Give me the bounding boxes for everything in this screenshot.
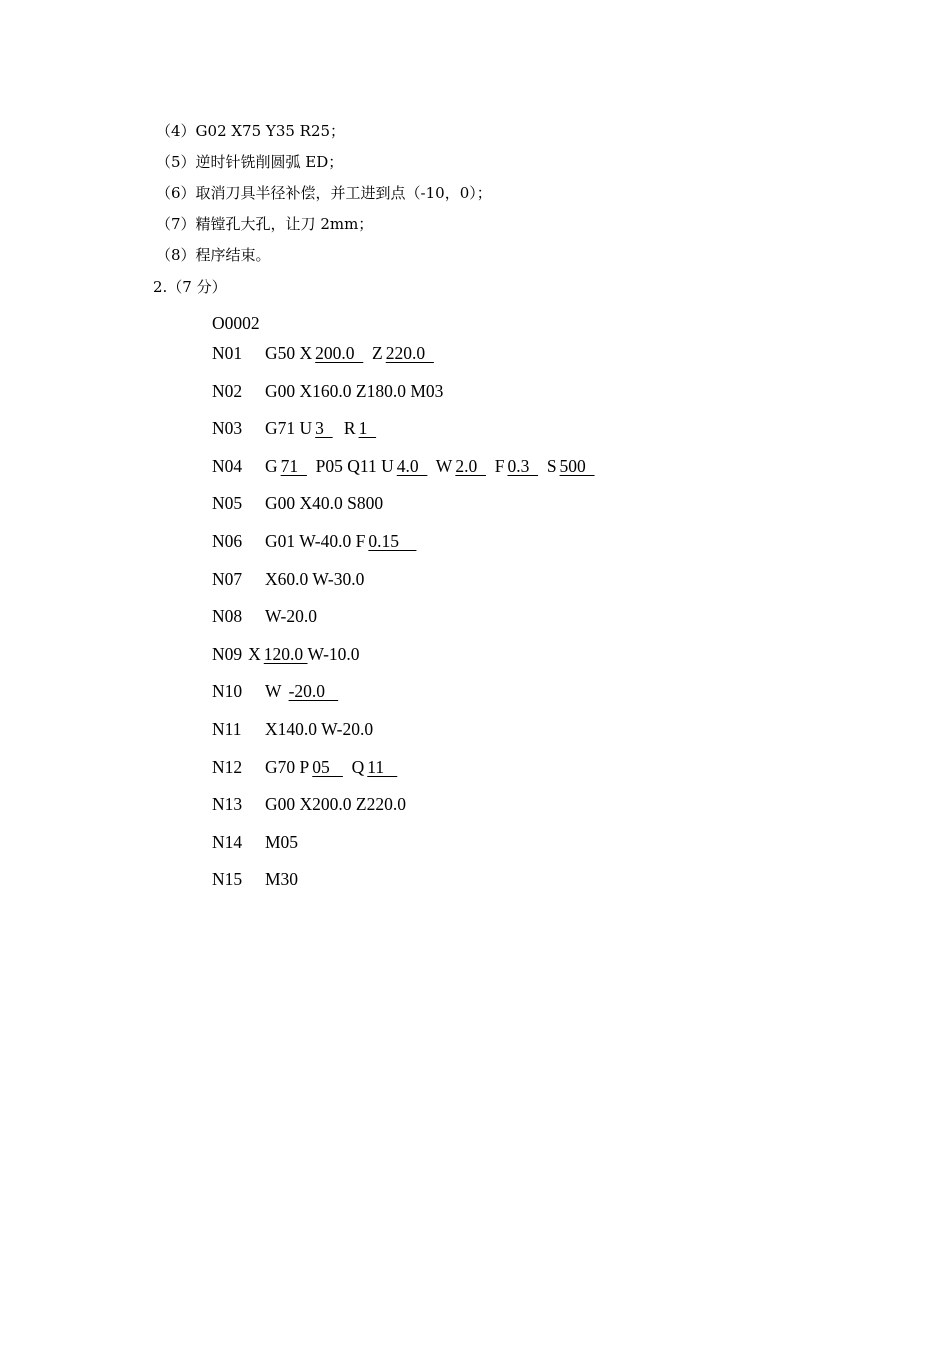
line-number: N10 [212, 681, 243, 702]
code-text: G [265, 455, 278, 476]
note-line: （5）逆时针铣削圆弧 ED； [156, 153, 344, 171]
note-line: （4）G02 X75 Y35 R25； [156, 122, 346, 140]
code-text: G70 P [265, 756, 310, 777]
code-text: X [248, 643, 261, 664]
fill-blank-answer: 71 [280, 455, 307, 476]
program-line [212, 451, 595, 489]
line-number: N07 [212, 568, 243, 589]
line-number: N03 [212, 418, 243, 439]
code-text: W-10.0 [307, 643, 360, 664]
code-text: Q [342, 756, 365, 777]
program-line [212, 639, 595, 677]
program-line [212, 413, 595, 451]
question-heading: 2.（7 分） [153, 278, 227, 296]
code-text: W-20.0 [265, 606, 318, 627]
fill-blank-answer: 120.0 [263, 643, 308, 664]
line-number: N06 [212, 530, 243, 551]
code-text: M30 [265, 869, 299, 890]
fill-blank-answer: 1 [358, 418, 377, 439]
fill-blank-answer: 0.3 [507, 455, 539, 476]
note-line: （8）程序结束。 [156, 246, 271, 264]
code-text: X140.0 W-20.0 [265, 718, 374, 739]
program-line [212, 601, 595, 639]
code-text: F [485, 455, 505, 476]
code-text: G01 W-40.0 F [265, 530, 366, 551]
code-text: X60.0 W-30.0 [265, 568, 365, 589]
line-number: N01 [212, 343, 243, 363]
note-line: （6）取消刀具半径补偿，并工进到点（-10，0）； [156, 184, 492, 202]
program-line [212, 827, 595, 865]
step-notes [156, 118, 492, 273]
nc-program [212, 308, 595, 902]
fill-blank-answer: 05 [312, 756, 343, 777]
code-text: G00 X200.0 Z220.0 [265, 794, 406, 815]
code-text: S [538, 455, 557, 476]
code-text: M05 [265, 831, 299, 852]
code-text: G71 U [265, 418, 313, 439]
line-number: N08 [212, 606, 243, 627]
line-number: N14 [212, 831, 243, 852]
program-line [212, 376, 595, 414]
program-line [212, 488, 595, 526]
program-line [212, 789, 595, 827]
fill-blank-answer: 2.0 [455, 455, 486, 476]
line-number: N15 [212, 869, 243, 890]
program-name: O0002 [212, 313, 260, 333]
note-line: （7）精镗孔大孔，让刀 2mm； [156, 215, 374, 233]
fill-blank-answer: 11 [367, 756, 398, 777]
line-number: N13 [212, 794, 243, 815]
program-line [212, 864, 595, 902]
code-text: G00 X40.0 S800 [265, 493, 384, 514]
code-text: R [335, 418, 356, 439]
fill-blank-answer: -20.0 [288, 681, 339, 702]
line-number: N12 [212, 756, 243, 777]
code-text: W [427, 455, 453, 476]
fill-blank-answer: 4.0 [396, 455, 428, 476]
code-text: P05 Q11 U [306, 455, 394, 476]
line-number: N05 [212, 493, 243, 514]
line-number: N02 [212, 380, 243, 401]
fill-blank-answer: 500 [559, 455, 595, 476]
fill-blank-answer: 220.0 [385, 343, 434, 363]
program-line [212, 526, 595, 564]
line-number: N04 [212, 455, 243, 476]
program-line [212, 752, 595, 790]
fill-blank-answer: 3 [315, 418, 333, 439]
code-text: W [265, 681, 286, 702]
program-line [212, 714, 595, 752]
program-line [212, 564, 595, 602]
line-number: N09 [212, 643, 243, 664]
program-line [212, 676, 595, 714]
code-text: G50 X [265, 343, 313, 363]
code-text: Z [363, 343, 383, 363]
fill-blank-answer: 200.0 [315, 343, 364, 363]
program-line [212, 338, 595, 376]
line-number: N11 [212, 718, 242, 739]
fill-blank-answer: 0.15 [368, 530, 417, 551]
code-text: G00 X160.0 Z180.0 M03 [265, 380, 444, 401]
